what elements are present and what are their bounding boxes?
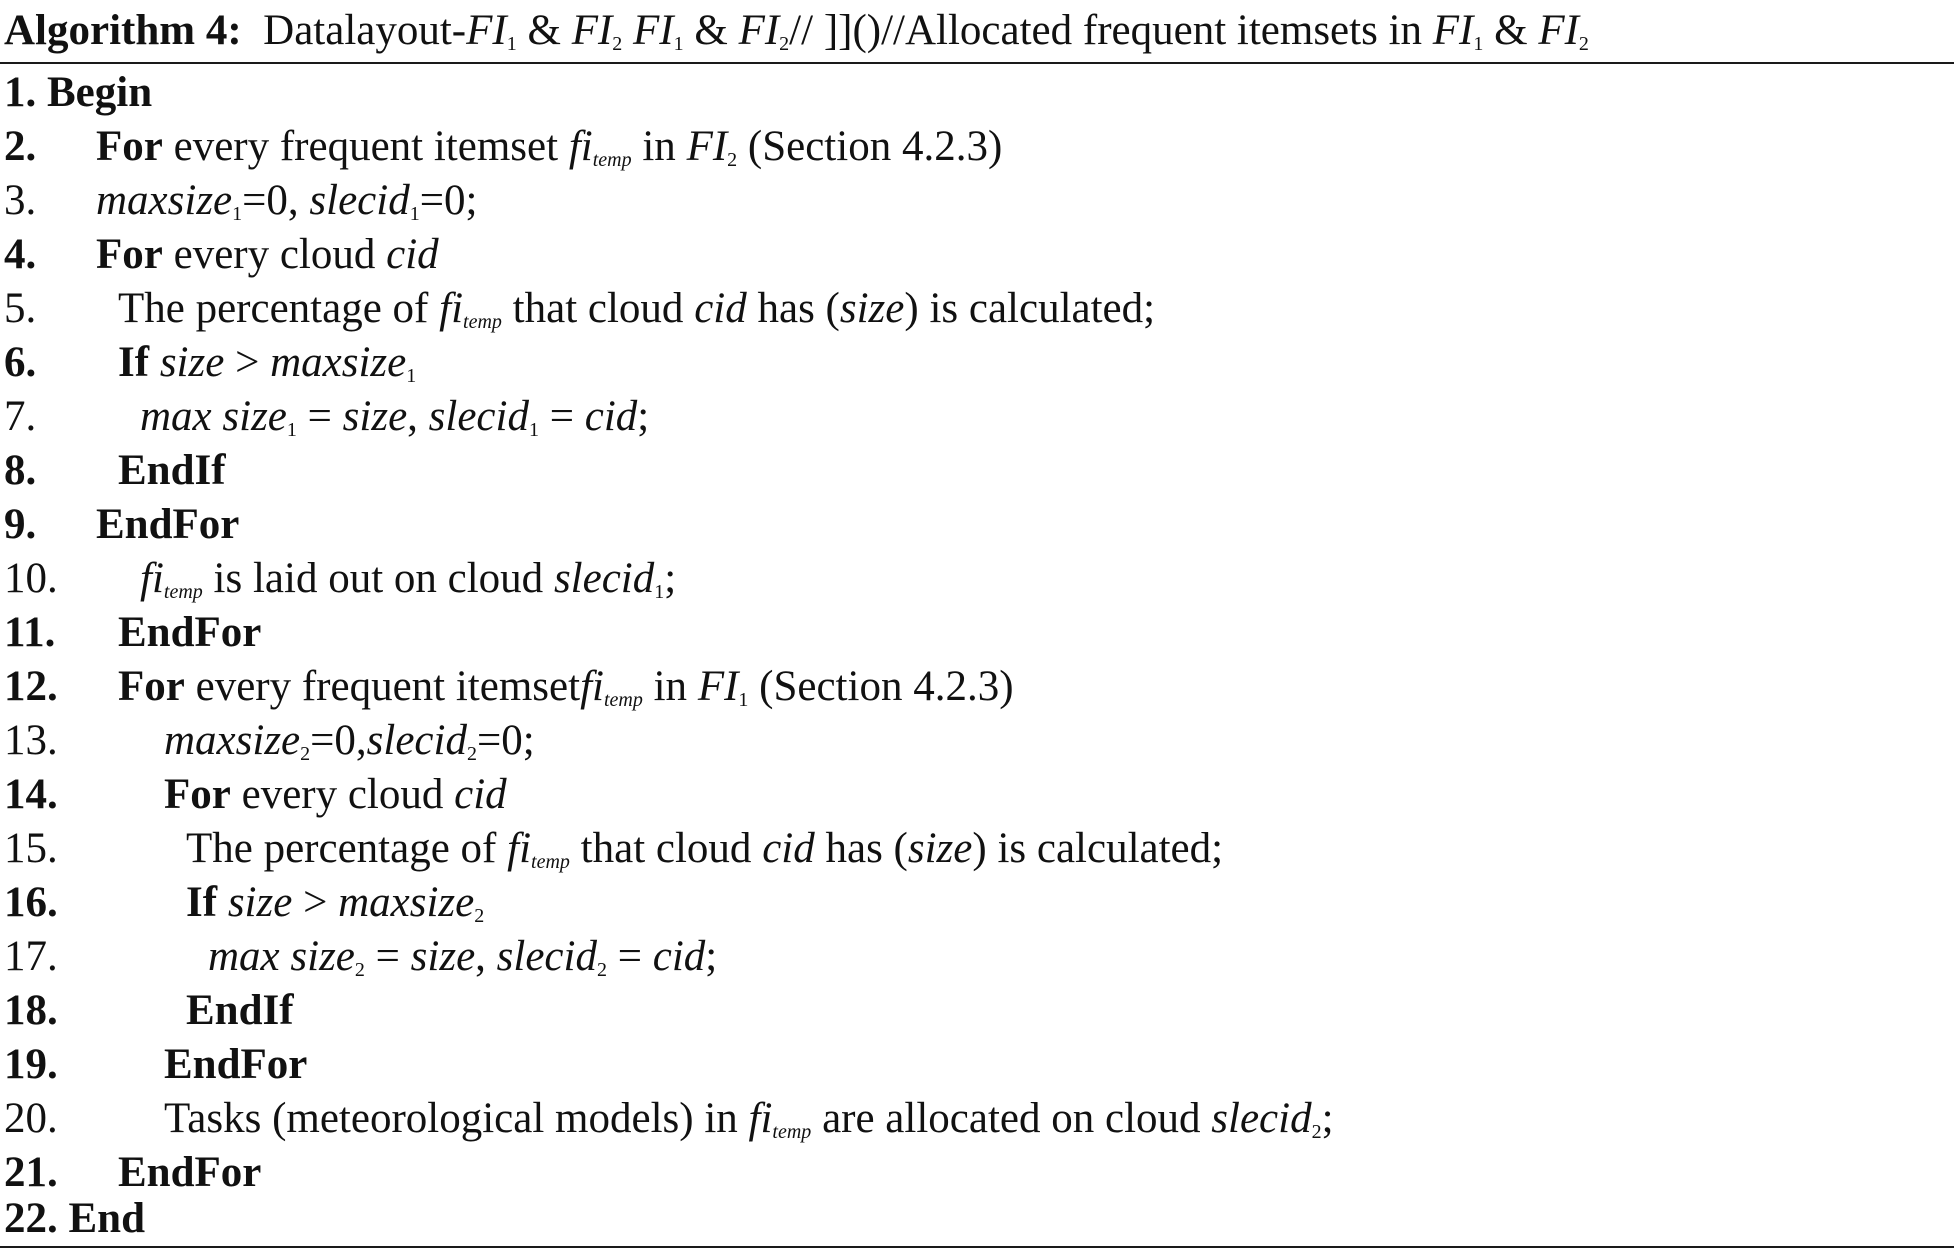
line-number: 11. [4, 609, 56, 656]
line-number: 22. End [4, 1195, 146, 1242]
keyword: For [164, 771, 231, 818]
algorithm-label: Algorithm 4: [4, 7, 242, 54]
keyword: EndIf [186, 987, 294, 1034]
line-number: 3. [4, 177, 37, 224]
keyword: If [118, 339, 150, 386]
line-number: 4. [4, 231, 37, 278]
line-number: 14. [4, 771, 58, 818]
keyword: EndFor [164, 1041, 308, 1088]
line-number: 21. [4, 1149, 58, 1196]
line-number: 8. [4, 447, 37, 494]
line-number: 5. [4, 285, 37, 332]
algorithm-title: Algorithm 4: Datalayout-$FI_1$ & $FI_2$ $FI_1$ & $FI_2//$ ]]()//Allocated frequent itemsets in $FI_1$ & $FI_2$ [4, 7, 1589, 55]
line-number: 9. [4, 501, 37, 548]
line-number: 20. [4, 1095, 58, 1142]
top-rule [0, 62, 1954, 64]
title-text: Datalayout- [263, 7, 467, 54]
keyword: If [186, 879, 218, 926]
line-number: 6. [4, 339, 37, 386]
line-number: 2. [4, 123, 37, 170]
line-number: 16. [4, 879, 58, 926]
keyword: For [96, 123, 163, 170]
keyword: For [96, 231, 163, 278]
line-number: 1. Begin [4, 69, 153, 116]
line-number: 10. [4, 555, 58, 602]
keyword: EndFor [118, 609, 262, 656]
keyword: EndFor [118, 1149, 262, 1196]
keyword: EndFor [96, 501, 240, 548]
line-number: 12. [4, 663, 58, 710]
line-number: 17. [4, 933, 58, 980]
bottom-rule [0, 1246, 1954, 1248]
line-number: 18. [4, 987, 58, 1034]
keyword: For [118, 663, 185, 710]
line-number: 7. [4, 393, 37, 440]
line-number: 19. [4, 1041, 58, 1088]
line-number: 15. [4, 825, 58, 872]
line-number: 13. [4, 717, 58, 764]
keyword: EndIf [118, 447, 226, 494]
